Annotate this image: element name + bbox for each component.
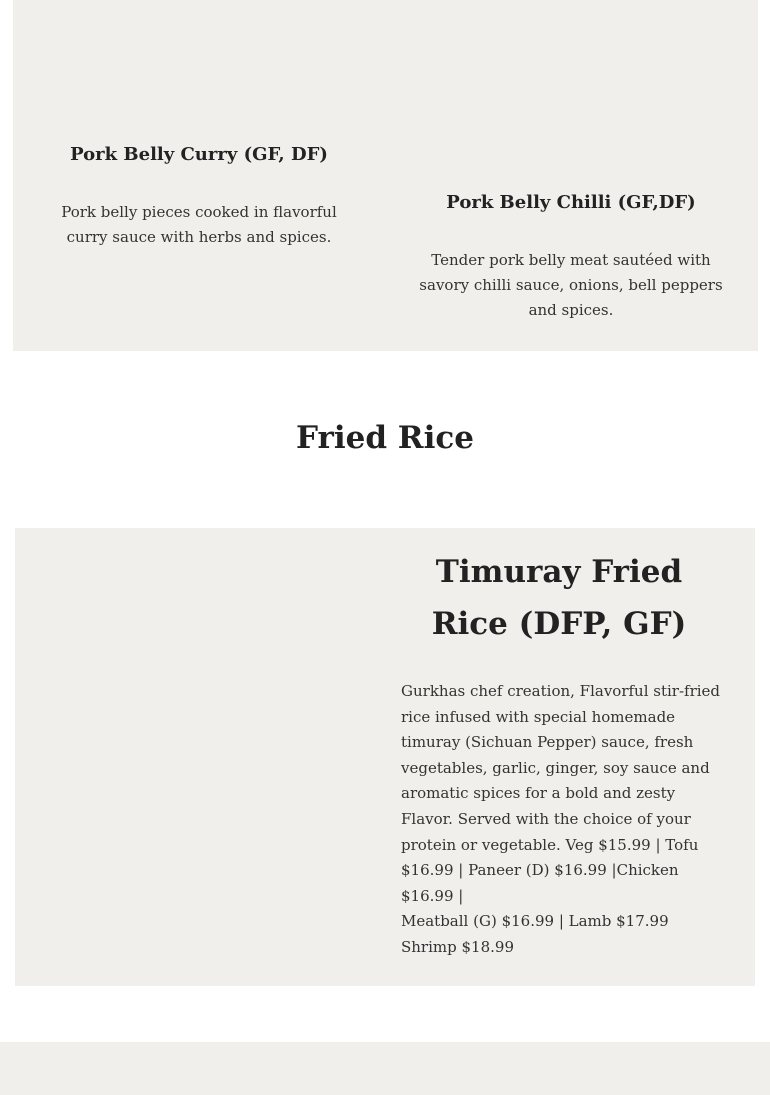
pork-belly-curry-title: Pork Belly Curry (GF, DF) <box>70 144 328 165</box>
next-section-panel <box>0 1042 770 1095</box>
pork-belly-curry-description: Pork belly pieces cooked in flavorful curry sauce with herbs and spices. <box>61 203 337 246</box>
pork-belly-chilli-description: Tender pork belly meat sautéed with savory chilli sauce, onions, bell peppers and spices. <box>419 251 723 319</box>
timuray-fried-rice-description <box>401 679 723 961</box>
pork-belly-chilli-title: Pork Belly Chilli (GF,DF) <box>446 192 696 213</box>
timuray-fried-rice-title: Timuray Fried Rice (DFP, GF) <box>431 554 687 642</box>
timuray-description-text: Gurkhas chef creation, Flavorful stir-fried rice infused with special homemade timuray (Sichuan Pepper) sauce, fresh vegetables, garlic, ginger, soy sauce and aromatic spices for a bold and zesty Flavor. Served with the choice of your protein or vegetable. Veg $15.99 | Tofu $16.99 | Paneer (D) $16.99 |Chicken $16.99 | <box>401 682 721 905</box>
timuray-price-line: Shrimp $18.99 <box>401 937 514 956</box>
timuray-price-line: Meatball (G) $16.99 | Lamb $17.99 <box>401 912 669 931</box>
fried-rice-section-heading: Fried Rice <box>296 420 474 456</box>
